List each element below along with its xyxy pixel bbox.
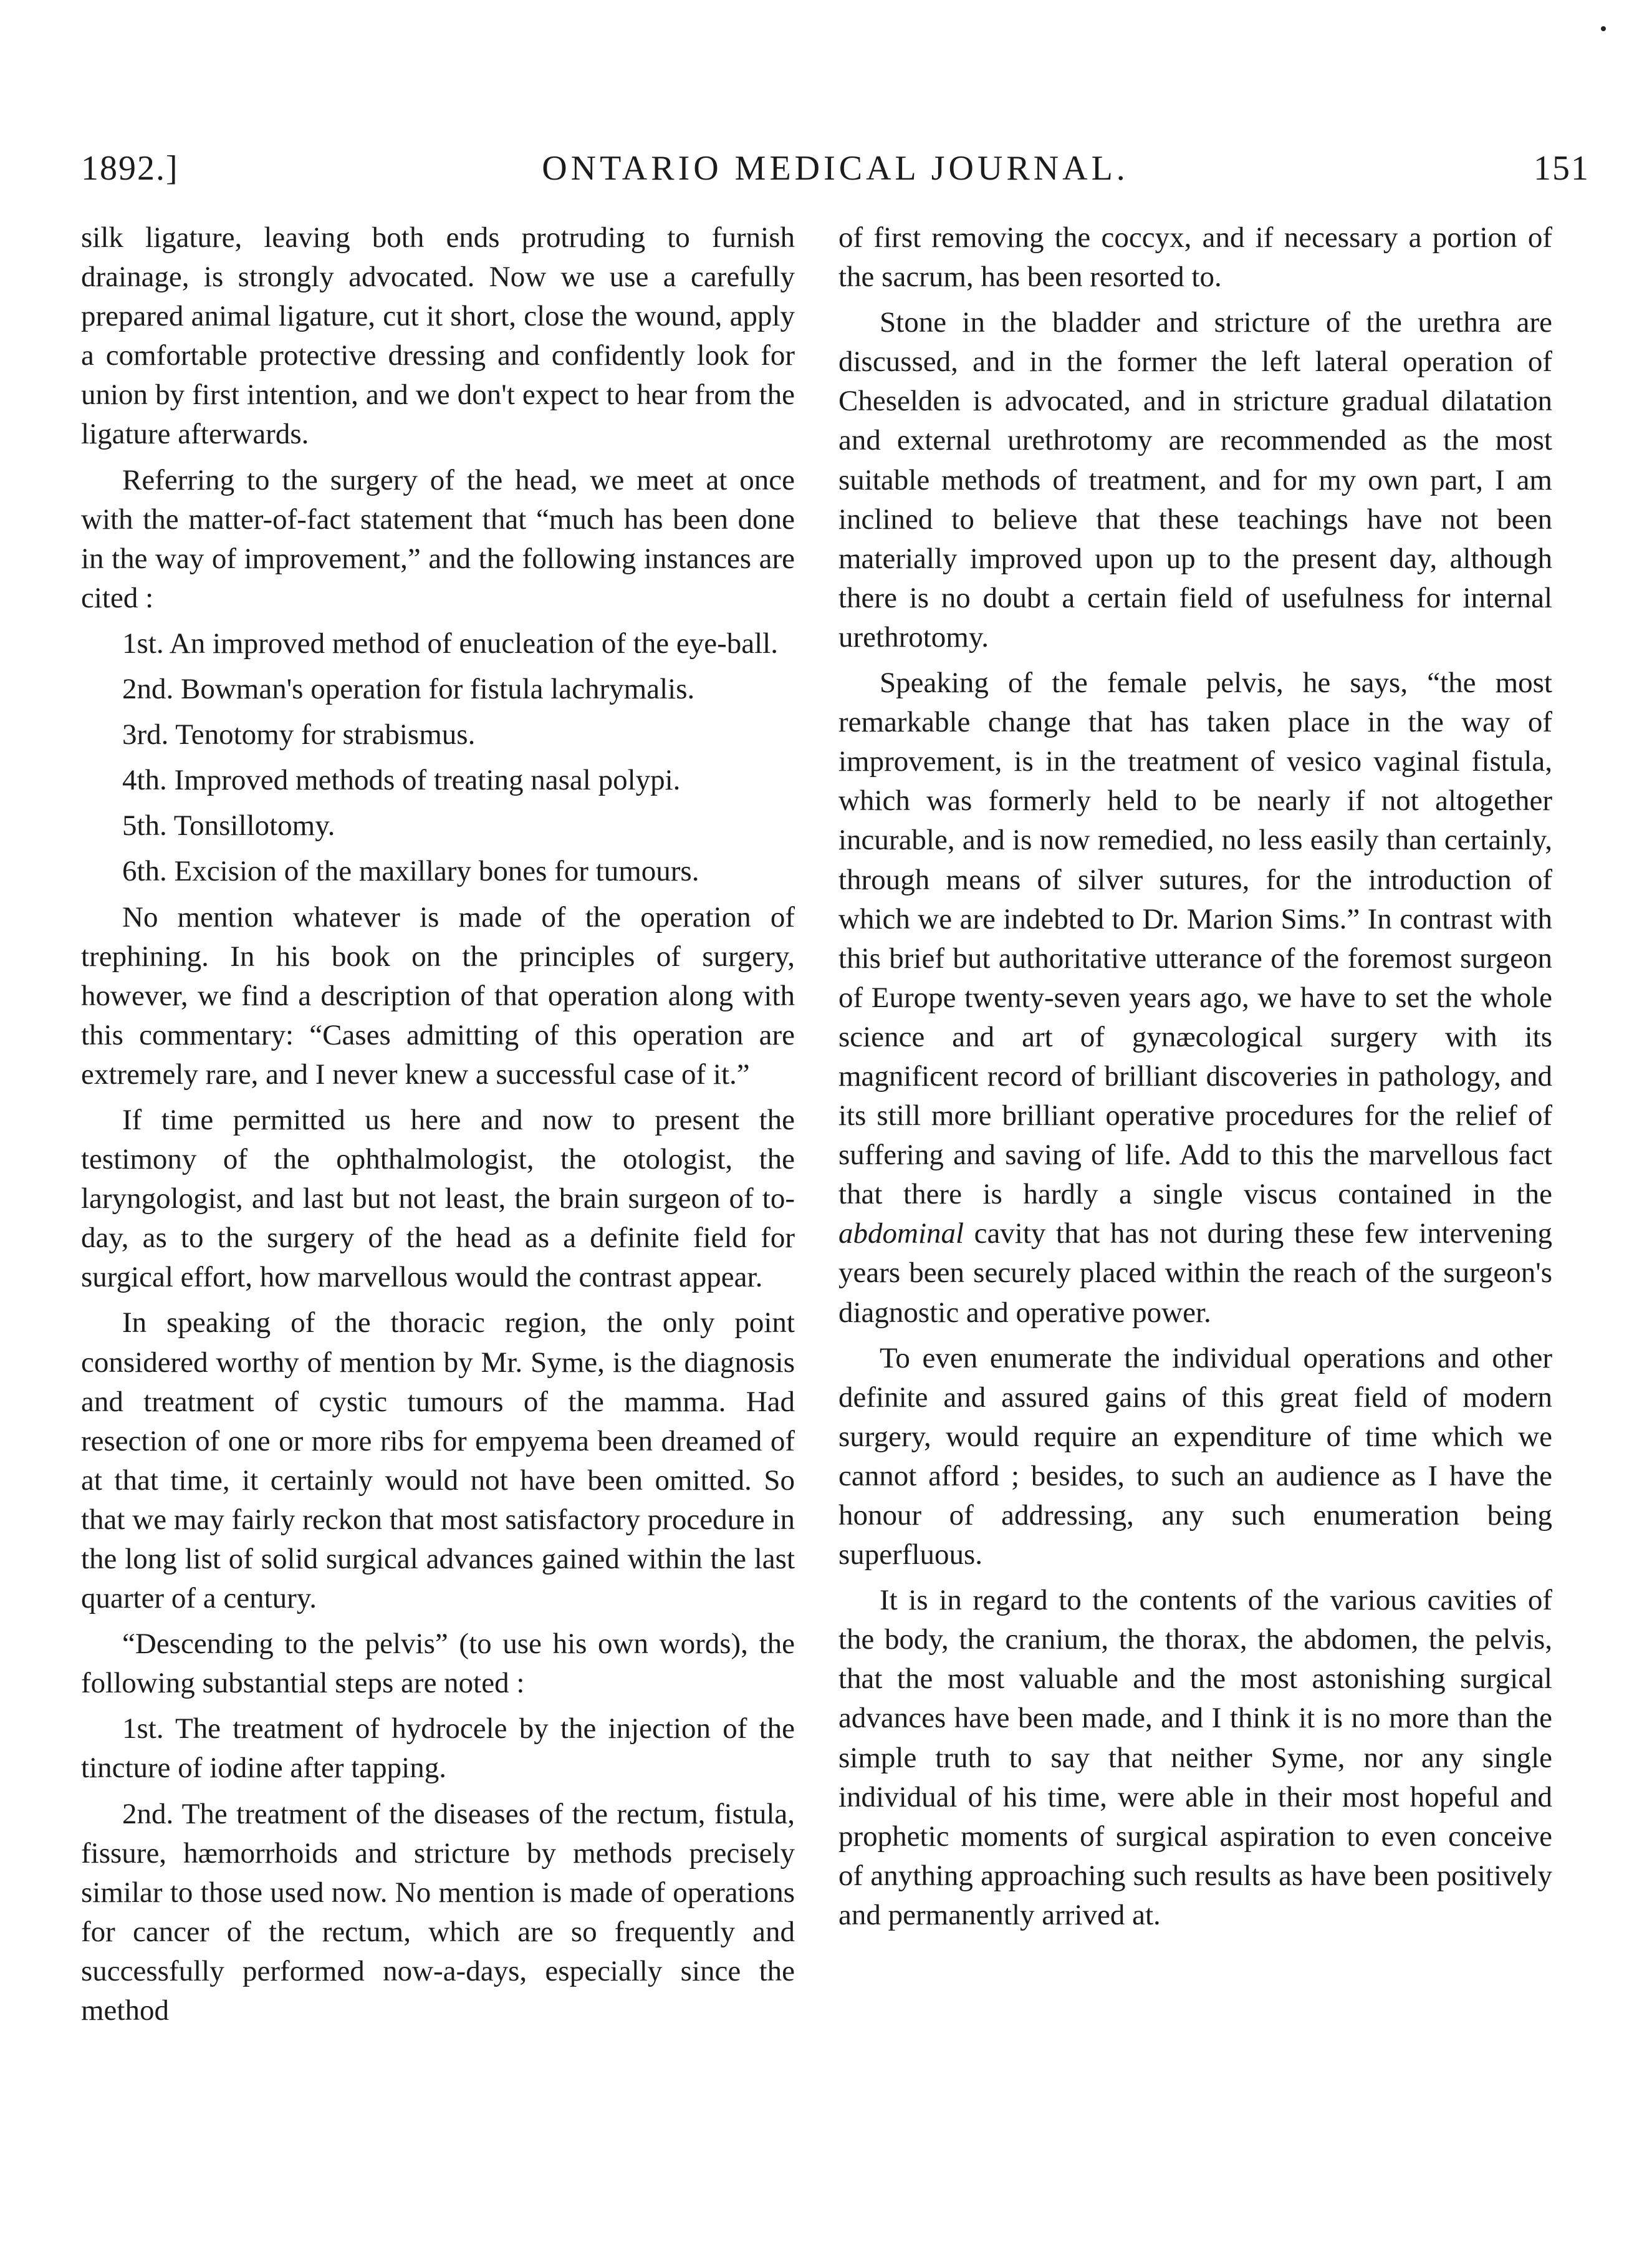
paragraph: “Descending to the pelvis” (to use his own words), the following substantial steps are noted :: [81, 1628, 795, 1700]
paragraph-text: Speaking of the female pelvis, he says, “the most remarkable change that has taken place in the way of improvement, is in the treatment of vesico vaginal fistula, which was formerly held to be nearly if not altogether incurable, and is now remedied, no less easily than certainly, through means of silver sutures, for the introduction of which we are indebted to Dr. Marion Sims.” In contrast with this brief but authoritative utterance of the foremost surgeon of Europe twenty-seven years ago, we have to set the whole science and art of gynæcological surgery with its magnificent record of brilliant discoveries in pathology, and its still more brilliant operative procedures for the relief of suffering and saving of life. Add to this the marvellous fact that there is hardly a single viscus contained in the: [838, 667, 1552, 1211]
list-item: 1st. An improved method of enucleation of the eye-ball.: [122, 627, 778, 660]
paragraph: To even enumerate the individual operations and other definite and assured gains of this great field of modern surgery, would require an expenditure of time which we cannot afford ; besides, to such an audience as I have the honour of addressing, any such enumeration being superfluous.: [838, 1341, 1552, 1571]
paragraph: It is in regard to the contents of the various cavities of the body, the cranium, the thorax, the abdomen, the pelvis, that the most valuable and the most astonishing surgical advances have been made, and I think it is no more than the simple truth to say that neither Syme, nor any single individual of his time, were able in their most hopeful and prophetic moments of surgical aspiration to even conceive of anything approaching such results as have been positively and permanently arrived at.: [838, 1584, 1552, 1931]
paragraph: Stone in the bladder and stricture of the urethra are discussed, and in the former the left lateral operation of Cheselden is advocated, and in stricture gradual dilatation and external urethrotomy are recommended as the most suitable methods of treatment, and for my own part, I am inclined to believe that these teachings have not been materially improved upon up to the present day, although there is no doubt a certain field of usefulness for internal urethrotomy.: [838, 306, 1552, 654]
right-column: [838, 218, 1552, 1941]
scan-speck: [1601, 26, 1606, 31]
list-item: 2nd. The treatment of the diseases of the rectum, fistula, fissure, hæmorrhoids and stricture by methods precisely similar to those used now. No mention is made of operations for cancer of the rectum, which are so frequently and successfully performed now-a-days, especially since the method: [81, 1797, 795, 2027]
header-year: 1892.]: [81, 149, 179, 188]
list-item: 1st. The treatment of hydrocele by the injection of the tincture of iodine after tapping.: [81, 1712, 795, 1785]
paragraph: [838, 663, 1552, 1333]
left-column: [81, 218, 795, 2037]
paragraph: Referring to the surgery of the head, we meet at once with the matter-of-fact statement that “much has been done in the way of improvement,” and the following instances are cited :: [81, 463, 795, 614]
list-item: 4th. Improved methods of treating nasal polypi.: [122, 764, 681, 797]
italic-word: abdominal: [838, 1217, 964, 1250]
list-item: 6th. Excision of the maxillary bones for tumours.: [122, 855, 699, 888]
paragraph: silk ligature, leaving both ends protruding to furnish drainage, is strongly advocated. Now we use a carefully prepared animal ligature, cut it short, close the wound, apply a comfortable protective dressing and confidently look for union by first intention, and we don't expect to hear from the ligature afterwards.: [81, 221, 795, 451]
paragraph-text: cavity that has not during these few intervening years been securely placed within the reach of the surgeon's diagnostic and operative power.: [838, 1217, 1552, 1329]
paragraph: No mention whatever is made of the operation of trephining. In his book on the principles of surgery, however, we find a description of that operation along with this commentary: “Cases admitting of this operation are extremely rare, and I never knew a successful case of it.”: [81, 900, 795, 1091]
paragraph: of first removing the coccyx, and if necessary a portion of the sacrum, has been resorted to.: [838, 221, 1552, 294]
header-page-number: 151: [1534, 149, 1590, 188]
header-journal-title: ONTARIO MEDICAL JOURNAL.: [542, 149, 1129, 188]
paragraph: In speaking of the thoracic region, the only point considered worthy of mention by Mr. Syme, is the diagnosis and treatment of cystic tumours of the mamma. Had resection of one or more ribs for empyema been dreamed of at that time, it certainly would not have been omitted. So that we may fairly reckon that most satisfactory procedure in the long list of solid surgical advances gained within the last quarter of a century.: [81, 1306, 795, 1615]
paragraph: If time permitted us here and now to present the testimony of the ophthalmologist, the otologist, the laryngologist, and last but not least, the brain surgeon of to-day, as to the surgery of the head as a definite field for surgical effort, how marvellous would the contrast appear.: [81, 1103, 795, 1294]
list-item: 5th. Tonsillotomy.: [122, 809, 335, 842]
list-item: 3rd. Tenotomy for strabismus.: [122, 718, 476, 751]
list-item: 2nd. Bowman's operation for fistula lachrymalis.: [122, 673, 695, 706]
